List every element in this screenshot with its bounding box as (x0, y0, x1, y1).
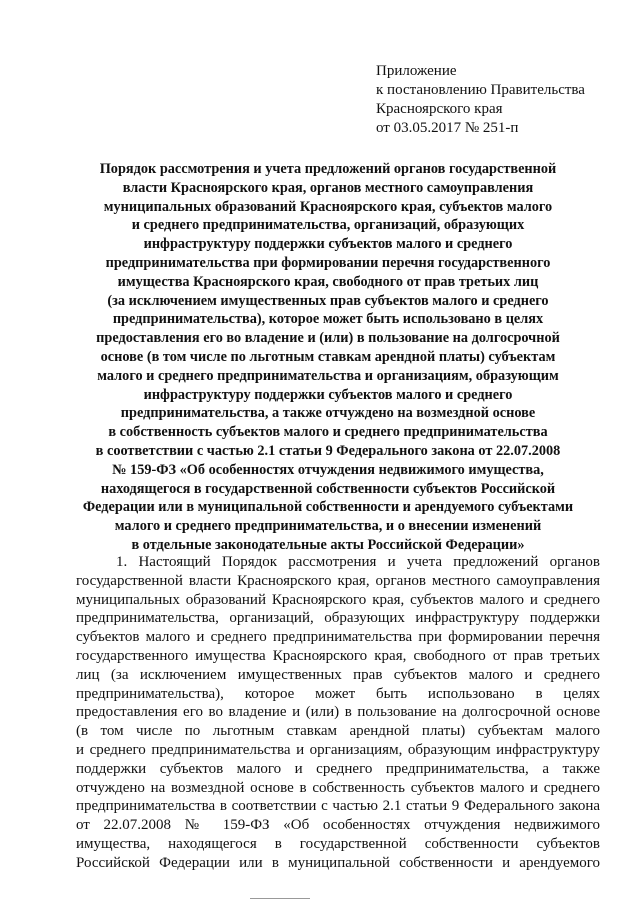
body-line: (в том числе по льготным ставкам арендной платы) субъектам малого (76, 723, 600, 740)
appendix-line: от 03.05.2017 № 251-п (376, 120, 519, 136)
document-title (62, 160, 594, 555)
body-line: и среднего предпринимательства и организациям, образующим инфраструктуру (76, 741, 600, 758)
body-line: отчуждено на возмездной основе в собственность субъектов малого и среднего (76, 779, 600, 796)
title-line: имущества Красноярского края, свободного от прав третьих лиц (117, 273, 539, 290)
body-line: лиц (за исключением имущественных прав субъектов малого и среднего (76, 666, 600, 683)
title-line: и среднего предпринимательства, организаций, образующих (131, 217, 525, 234)
appendix-line: к постановлению Правительства (376, 82, 585, 98)
title-line: в соответствии с частью 2.1 статьи 9 Федерального закона от 22.07.2008 (95, 442, 561, 459)
title-line: муниципальных образований Красноярского края, субъектов малого (103, 198, 553, 215)
title-line: в отдельные законодательные акты Российской Федерации» (131, 536, 525, 553)
title-line: № 159-ФЗ «Об особенностях отчуждения недвижимого имущества, (112, 461, 544, 478)
title-line: предпринимательства), которое может быть использовано в целях (112, 311, 544, 328)
appendix-line: Приложение (376, 63, 457, 79)
title-line: (за исключением имущественных прав субъектов малого и среднего (107, 292, 549, 309)
scan-edge-mark (250, 898, 310, 899)
body-line: предпринимательства, организаций, образующих инфраструктуру поддержки (76, 610, 600, 627)
body-line: Российской Федерации или в муниципальной собственности и арендуемого (76, 854, 600, 871)
title-line: предпринимательства, а также отчуждено на возмездной основе (120, 405, 536, 422)
appendix-line: Красноярского края (376, 101, 503, 117)
body-line: 1. Настоящий Порядок рассмотрения и учета предложений органов (116, 554, 600, 570)
title-line: предоставления его во владение и (или) в пользование на долгосрочной (96, 330, 560, 347)
body-line: предоставления его во владение и (или) в пользование на долгосрочной основе (76, 704, 600, 721)
body-line: поддержки субъектов малого и среднего предпринимательства, а также (76, 760, 600, 777)
title-line: инфраструктуру поддержки субъектов малого и среднего (143, 236, 513, 253)
body-line: муниципальных образований Красноярского края, субъектов малого и среднего (76, 591, 600, 608)
title-line: в собственность субъектов малого и среднего предпринимательства (108, 424, 548, 441)
body-line: государственного имущества Красноярского края, свободного от прав третьих (76, 647, 600, 664)
title-line: Порядок рассмотрения и учета предложений органов государственной (99, 161, 557, 177)
body-line: имущества, находящегося в государственной собственности субъектов (76, 835, 600, 852)
paragraph-1 (76, 553, 600, 873)
title-line: малого и среднего предпринимательства и организациям, образующим (97, 367, 559, 384)
title-line: основе (в том числе по льготным ставкам арендной платы) субъектам (100, 348, 556, 365)
title-line: находящегося в государственной собственности субъектов Российской (100, 480, 556, 497)
title-line: власти Красноярского края, органов местного самоуправления (122, 179, 534, 196)
body-line: государственной власти Красноярского края, органов местного самоуправления (76, 572, 600, 589)
body-line: предпринимательства в соответствии с частью 2.1 статьи 9 Федерального закона (76, 798, 600, 815)
title-line: предпринимательства при формировании перечня государственного (105, 254, 551, 271)
body-line: от 22.07.2008 № 159-ФЗ «Об особенностях отчуждения недвижимого (76, 817, 600, 834)
appendix-block (376, 62, 626, 138)
title-line: Федерации или в муниципальной собственности и арендуемого субъектами (82, 499, 574, 516)
title-line: малого и среднего предпринимательства, и о внесении изменений (114, 518, 542, 535)
body-line: субъектов малого и среднего предпринимательства при формировании перечня (76, 629, 600, 646)
body-line: предпринимательства), которое может быть использовано в целях (76, 685, 600, 702)
title-line: инфраструктуру поддержки субъектов малого и среднего (143, 386, 513, 403)
